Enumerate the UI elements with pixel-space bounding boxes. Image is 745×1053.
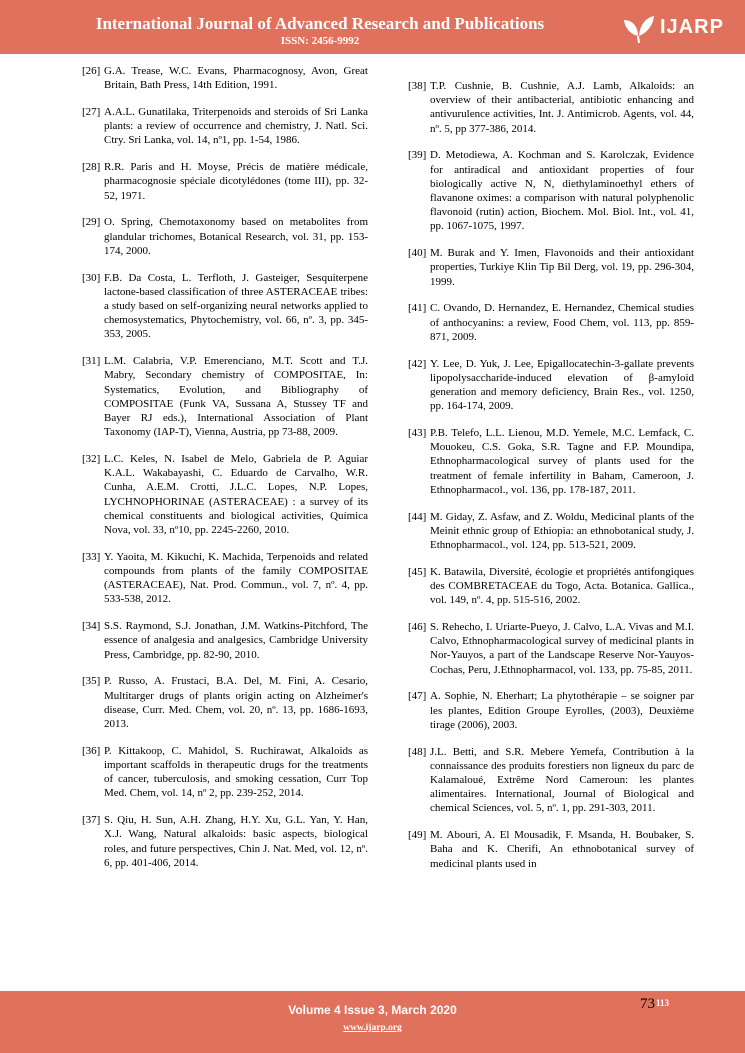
reference-number: [32] xyxy=(82,453,101,466)
reference-item xyxy=(82,354,368,439)
reference-item xyxy=(408,745,694,816)
reference-number: [37] xyxy=(82,814,101,827)
reference-text: C. Ovando, D. Hernandez, E. Hernandez, Chemical studies of anthocyanins: a review, Food Chem, vol. 113, pp. 859-871, 2009. xyxy=(430,302,694,343)
logo-text: IJARP xyxy=(660,16,724,38)
volume-info: Volume 4 Issue 3, March 2020 xyxy=(288,1003,457,1017)
reference-item xyxy=(82,160,368,203)
reference-number: [44] xyxy=(408,510,427,523)
issn-label: ISSN: 2456-9992 xyxy=(280,35,360,47)
reference-text: P. Russo, A. Frustaci, B.A. Del, M. Fini, A. Cesario, Multitarger drugs of plants origin acting on Alzheimer's disease, Curr. Med. Chem, vol. 20, nº. 13, pp. 1686-1693, 2013. xyxy=(104,675,368,731)
reference-text: F.B. Da Costa, L. Terfloth, J. Gasteiger, Sesquiterpene lactone-based classification of three ASTERACEAE tribes: a study based on self-organizing neural networks applied to chemosystematics, Phytochemistry, vol. 66, nº. 3, pp. 345-353, 2005. xyxy=(104,271,368,341)
reference-item xyxy=(408,301,694,344)
reference-item xyxy=(408,148,694,233)
reference-item xyxy=(82,674,368,731)
reference-text: M. Burak and Y. Imen, Flavonoids and their antioxidant properties, Turkiye Klin Tip Bil Derg, vol. 19, pp. 296-304, 1999. xyxy=(430,247,694,288)
reference-number: [29] xyxy=(82,216,101,229)
reference-number: [47] xyxy=(408,690,427,703)
reference-number: [26] xyxy=(82,65,101,77)
reference-item xyxy=(82,105,368,148)
reference-text: S. Qiu, H. Sun, A.H. Zhang, H.Y. Xu, G.L. Yan, Y. Han, X.J. Wang, Natural alkaloids: basic aspects, biological roles, and future perspectives, Chin J. Nat. Med, vol. 12, nº. 6, pp. 401-406, 2014. xyxy=(104,814,368,869)
reference-text: K. Batawila, Diversité, écologie et propriétés antifongiques des COMBRETACEAE du Togo, Acta. Botanica. Gallica., vol. 149, nº. 4, pp. 515-516, 2002. xyxy=(430,565,694,607)
reference-number: [43] xyxy=(408,427,427,440)
reference-number: [42] xyxy=(408,357,427,370)
reference-number: [34] xyxy=(82,620,101,633)
reference-text: Y. Lee, D. Yuk, J. Lee, Epigallocatechin-3-gallate prevents lipopolysaccharide-induced elevation of β-amyloid generation and memory deficiency, Brain Res., vol. 1250, pp. 164-174, 2009. xyxy=(430,357,694,413)
references-left-column xyxy=(82,64,368,883)
reference-item xyxy=(408,620,694,677)
journal-title: International Journal of Advanced Research and Publications xyxy=(95,14,545,33)
reference-number: [38] xyxy=(408,80,427,92)
reference-item xyxy=(408,565,694,608)
reference-number: [35] xyxy=(82,675,101,688)
reference-item xyxy=(408,246,694,289)
page-number-secondary: 113 xyxy=(656,998,670,1008)
reference-item xyxy=(82,550,368,607)
reference-text: A. Sophie, N. Eherhart; La phytothérapie – se soigner par les plantes, Edition Groupe Eyrolles, (2003), Deuxième tirage (2006), 2003. xyxy=(430,690,694,731)
reference-number: [45] xyxy=(408,565,427,578)
reference-item xyxy=(82,215,368,258)
reference-item xyxy=(82,64,368,92)
reference-number: [48] xyxy=(408,745,427,758)
reference-number: [36] xyxy=(82,744,101,757)
reference-item xyxy=(408,828,694,871)
reference-number: [41] xyxy=(408,302,427,315)
page-number: 73 xyxy=(640,996,655,1012)
reference-text: T.P. Cushnie, B. Cushnie, A.J. Lamb, Alkaloids: an overview of their antibacterial, antibiotic enhancing and antivurulence activities, Int. J. Antimicrob. Agents, vol. 44, nº. 5, pp 377-386, 2014. xyxy=(430,80,694,135)
reference-item xyxy=(82,619,368,662)
reference-number: [40] xyxy=(408,247,427,260)
reference-item xyxy=(408,689,694,732)
reference-text: M. Giday, Z. Asfaw, and Z. Woldu, Medicinal plants of the Meinit ethnic group of Ethiopia: an ethnobotanical study, J. Ethnopharmacol., vol. 124, pp. 513-521, 2009. xyxy=(430,510,694,552)
reference-item xyxy=(408,426,694,497)
reference-item xyxy=(82,452,368,537)
reference-item xyxy=(82,813,368,870)
reference-text: Y. Yaoita, M. Kikuchi, K. Machida, Terpenoids and related compounds from plants of the family COMPOSITAE (ASTERACEAE), Nat. Prod. Commun., vol. 7, nº. 4, pp. 533-538, 2012. xyxy=(104,550,368,606)
reference-number: [46] xyxy=(408,621,427,634)
leaf-icon xyxy=(622,14,656,44)
reference-number: [33] xyxy=(82,550,101,563)
reference-text: A.A.L. Gunatilaka, Triterpenoids and steroids of Sri Lanka plants: a review of occurrence and chemistry, J. Natl. Sci. Ctry. Sri Lanka, vol. 14, nº1, pp. 1-54, 1986. xyxy=(104,106,368,147)
reference-number: [49] xyxy=(408,829,427,842)
reference-text: D. Metodiewa, A. Kochman and S. Karolczak, Evidence for antiradical and antioxidant properties of four biologically active N, N, diethylaminoethyl ethers of flavanone oximes: a comparison with natural polyphenolic flavonoid (rutin) action, Biochem. Mol. Biol. Int., vol. 41, pp. 1067-1075, 1997. xyxy=(430,149,694,233)
journal-logo xyxy=(622,14,732,44)
reference-text: G.A. Trease, W.C. Evans, Pharmacognosy, Avon, Great Britain, Bath Press, 14th Edition, 1991. xyxy=(104,65,368,92)
reference-text: P.B. Telefo, L.L. Lienou, M.D. Yemele, M.C. Lemfack, C. Mouokeu, C.S. Goka, S.R. Tagne and F.P. Moundipa, Ethnopharmacological survey of plants used for the treatment of female infertility in Baham, Cameroon, J. Ethnopharmacol., vol. 136, pp. 178-187, 2011. xyxy=(430,427,694,496)
reference-text: J.L. Betti, and S.R. Mebere Yemefa, Contribution à la connaissance des produits forestiers non ligneux du parc de Kalamaloué, Extrême Nord Cameroun: les plantes alimentaires. International, Journal of Biological and chemical Sciences, vol. 5, nº. 1, pp. 291-303, 2011. xyxy=(430,745,694,815)
journal-footer xyxy=(0,991,745,1053)
reference-text: L.M. Calabria, V.P. Emerenciano, M.T. Scott and T.J. Mabry, Secondary chemistry of COMPOSITAE, In: Systematics, Evolution, and Bibliography of COMPOSITAE (Funk VA, Sussana A, Stussey TF and Bayer RJ eds.), International Association of Plant Taxonomy (IAP-T), Vienna, Austria, pp 73-88, 2009. xyxy=(104,355,368,439)
references-right-column xyxy=(408,79,694,883)
reference-text: L.C. Keles, N. Isabel de Melo, Gabriela de P. Aguiar K.A.L. Wakabayashi, C. Eduardo de Carvalho, W.R. Cunha, A.E.M. Crotti, J.L.C. Lopes, N.P. Lopes, LYCHNOPHORINAE (ASTERACEAE) : a survey of its chemical constituents and biological activities, Química Nova, vol. 33, nº10, pp. 2245-2260, 2010. xyxy=(104,453,368,537)
reference-text: P. Kittakoop, C. Mahidol, S. Ruchirawat, Alkaloids as important scaffolds in therapeutic drugs for the treatments of cancer, tuberculosis, and smoking cessation, Curr Top Med. Chem, vol. 14, nº 2, pp. 239-252, 2014. xyxy=(104,744,368,800)
reference-item xyxy=(408,357,694,414)
reference-number: [30] xyxy=(82,271,101,284)
reference-item xyxy=(82,744,368,801)
reference-text: R.R. Paris and H. Moyse, Précis de matière médicale, pharmacognosie spéciale dicotylédones (tome III), pp. 32-52, 1971. xyxy=(104,161,368,202)
reference-text: S.S. Raymond, S.J. Jonathan, J.M. Watkins-Pitchford, The essence of analgesia and analgesics, Cambridge University Press, Cambridge, pp. 82-90, 2010. xyxy=(104,620,368,661)
reference-item xyxy=(408,510,694,553)
reference-number: [27] xyxy=(82,106,101,118)
journal-header xyxy=(0,0,745,54)
reference-number: [39] xyxy=(408,149,427,162)
reference-number: [28] xyxy=(82,161,101,174)
reference-item xyxy=(82,271,368,342)
reference-text: M. Abouri, A. El Mousadik, F. Msanda, H. Boubaker, S. Baha and K. Cherifi, An ethnobotanical survey of medicinal plants used in xyxy=(430,829,694,870)
website-link[interactable]: www.ijarp.org xyxy=(343,1023,402,1033)
reference-text: O. Spring, Chemotaxonomy based on metabolites from glandular trichomes, Botanical Research, vol. 31, pp. 153-174, 2000. xyxy=(104,216,368,257)
page-number-box xyxy=(640,995,669,1013)
reference-number: [31] xyxy=(82,355,101,368)
reference-item xyxy=(408,79,694,136)
reference-text: S. Rehecho, I. Uriarte-Pueyo, J. Calvo, L.A. Vivas and M.I. Calvo, Ethnopharmacological survey of medicinal plants in Nor-Yauyos, a part of the Landscape Reserve Nor-Yauyos-Cochas, Peru, J.Ethnopharmacol, vol. 133, pp. 75-85, 2011. xyxy=(430,621,694,676)
